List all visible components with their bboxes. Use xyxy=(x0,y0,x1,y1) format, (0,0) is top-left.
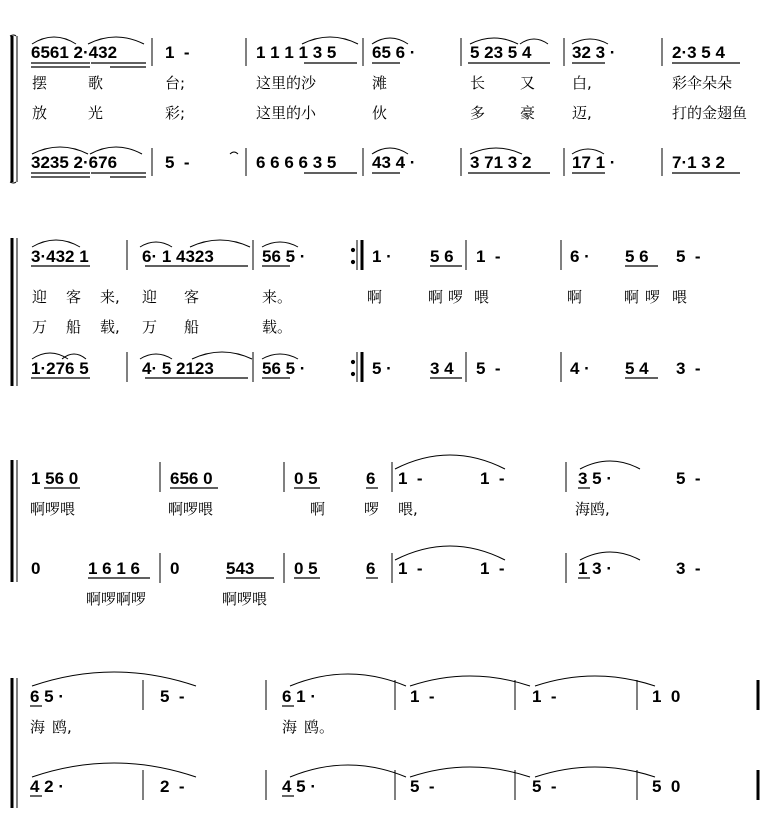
lower-notes-m6b: 5 4 xyxy=(625,359,649,378)
lyric: 多 xyxy=(470,104,486,122)
upper-notes-m7: 5 - xyxy=(676,247,701,266)
lower-notes-m6: 1 3 · xyxy=(578,559,613,578)
lyric: 又 xyxy=(520,74,536,92)
lower-notes-m1: 1·276 5 xyxy=(31,359,89,378)
upper-notes-m1: 6561 2·432 xyxy=(31,43,118,62)
upper-notes-m4: 1 - xyxy=(398,469,423,488)
lower-notes-m2: 5 - xyxy=(165,153,190,172)
lower-notes-m5: 1 - xyxy=(480,559,505,578)
upper-notes-m3b: 6 xyxy=(366,469,376,488)
lower-notes-m2: 0 xyxy=(170,559,180,578)
lower-notes-m6: 5 0 xyxy=(652,777,681,796)
lyric: 万 xyxy=(32,318,48,336)
lyric: 客 xyxy=(66,288,82,306)
upper-notes-m4: 1 - xyxy=(410,687,435,706)
upper-notes-m5: 1 - xyxy=(532,687,557,706)
lower-notes-m3: 0 5 xyxy=(294,559,318,578)
lyric: 来。 xyxy=(262,288,293,306)
lyric: 摆 xyxy=(32,74,48,92)
upper-notes-m4: 1 · xyxy=(372,247,392,266)
upper-notes-m3: 1 1 1 1 3 5 xyxy=(256,43,337,62)
lyric: 滩 xyxy=(372,74,388,92)
upper-notes-m1: 6 5 · xyxy=(30,687,65,706)
upper-notes-m6b: 5 6 xyxy=(625,247,649,266)
lower-notes-m4: 5 · xyxy=(372,359,392,378)
lower-notes-m6: 4 · xyxy=(570,359,590,378)
upper-notes-m7: 5 - xyxy=(676,469,701,488)
lower-notes-m4: 43 4 · xyxy=(372,153,416,172)
lyric: 啊啰喂 xyxy=(30,500,76,518)
lower-notes-m7: 3 - xyxy=(676,559,701,578)
lower-notes-m2b: 543 xyxy=(226,559,255,578)
lyric: 打的金翅鱼 xyxy=(672,104,748,122)
lyric: 啊 xyxy=(624,288,640,306)
lower-notes-m1: 4 2 · xyxy=(30,777,65,796)
upper-notes-m5: 1 - xyxy=(476,247,501,266)
upper-notes-m5: 1 - xyxy=(480,469,505,488)
upper-notes-m3: 6 1 · xyxy=(282,687,317,706)
lower-notes-m3: 6 6 6 6 3 5 xyxy=(256,153,337,172)
lyric: 啰 xyxy=(645,288,661,306)
lyric: 啰 xyxy=(448,288,464,306)
lower-notes-m3b: 6 xyxy=(366,559,376,578)
lyric: 海 xyxy=(30,718,46,736)
lyric: 伙 xyxy=(372,104,388,122)
lower-notes-m4b: 3 4 xyxy=(430,359,454,378)
lyric: 客 xyxy=(184,288,200,306)
lyric: 这里的沙 xyxy=(256,74,317,92)
lower-notes-m4: 5 - xyxy=(410,777,435,796)
lyric: 万 xyxy=(142,318,158,336)
lyric: 啊 xyxy=(367,288,383,306)
upper-notes-m6: 3 5 · xyxy=(578,469,613,488)
lower-notes-m1: 3235 2·676 xyxy=(31,153,118,172)
lyric: 啊 xyxy=(428,288,444,306)
lyric: 喂 xyxy=(474,288,490,306)
upper-notes-m3: 0 5 xyxy=(294,469,318,488)
lyric: 迈, xyxy=(572,104,592,122)
upper-notes-m4b: 5 6 xyxy=(430,247,454,266)
upper-notes-m2: 6· 1 4323 xyxy=(142,247,214,266)
upper-notes-m5: 5 23 5 4 xyxy=(470,43,532,62)
lower-notes-m5: 3 71 3 2 xyxy=(470,153,532,172)
upper-notes-m1: 1 56 0 xyxy=(31,469,79,488)
upper-notes-m6: 1 0 xyxy=(652,687,681,706)
lyric: 啊啰喂 xyxy=(168,500,214,518)
lyric: 光 xyxy=(88,104,104,122)
lyric: 迎 xyxy=(32,288,48,306)
lyric: 船 xyxy=(184,318,200,336)
lyric: 放 xyxy=(32,104,48,122)
lower-notes-m2: 4· 5 2123 xyxy=(142,359,214,378)
upper-notes-m7: 2·3 5 4 xyxy=(672,43,725,62)
lyric: 鸥。 xyxy=(304,718,335,736)
upper-notes-m6: 6 · xyxy=(570,247,590,266)
lyric: 船 xyxy=(66,318,82,336)
lyric: 来, xyxy=(100,288,120,306)
lyric: 海 xyxy=(282,718,298,736)
lyric: 载, xyxy=(100,318,120,336)
lyric: 彩; xyxy=(165,104,186,122)
lyric: 喂 xyxy=(672,288,688,306)
lyric: 这里的小 xyxy=(256,104,317,122)
lyric: 啰 xyxy=(364,500,380,518)
upper-notes-m2: 1 - xyxy=(165,43,190,62)
upper-notes-m6: 32 3 · xyxy=(572,43,616,62)
lyric: 啊 xyxy=(310,500,326,518)
lyric: 载。 xyxy=(262,318,293,336)
upper-notes-m2: 5 - xyxy=(160,687,185,706)
lower-notes-m5: 5 - xyxy=(476,359,501,378)
lyric: 白, xyxy=(572,74,592,92)
upper-notes-m1: 3·432 1 xyxy=(31,247,89,266)
lyric: 台; xyxy=(165,74,186,92)
lyric: 长 xyxy=(470,74,486,92)
lower-notes-m2: 2 - xyxy=(160,777,185,796)
lyric: 豪 xyxy=(520,104,536,122)
lyric: 啊啰啊啰 xyxy=(86,590,147,608)
lower-notes-m7: 7·1 3 2 xyxy=(672,153,725,172)
upper-notes-m3: 56 5 · xyxy=(262,247,306,266)
lower-notes-m3: 4 5 · xyxy=(282,777,317,796)
lyric: 喂, xyxy=(398,500,418,518)
lower-notes-m4: 1 - xyxy=(398,559,423,578)
lyric: 海鸥, xyxy=(575,500,610,518)
upper-notes-m2: 656 0 xyxy=(170,469,213,488)
lower-notes-m7: 3 - xyxy=(676,359,701,378)
lower-notes-m6: 17 1 · xyxy=(572,153,616,172)
lower-notes-m1: 0 xyxy=(31,559,41,578)
lower-notes-m1b: 1 6 1 6 xyxy=(88,559,140,578)
lyric: 啊 xyxy=(567,288,583,306)
upper-notes-m4: 65 6 · xyxy=(372,43,416,62)
lyric: 啊啰喂 xyxy=(222,590,268,608)
lower-notes-m5: 5 - xyxy=(532,777,557,796)
lyric: 鸥, xyxy=(52,718,72,736)
lyric: 歌 xyxy=(88,74,104,92)
lyric: 迎 xyxy=(142,288,158,306)
lyric: 彩伞朵朵 xyxy=(672,74,733,92)
lower-notes-m3: 56 5 · xyxy=(262,359,306,378)
